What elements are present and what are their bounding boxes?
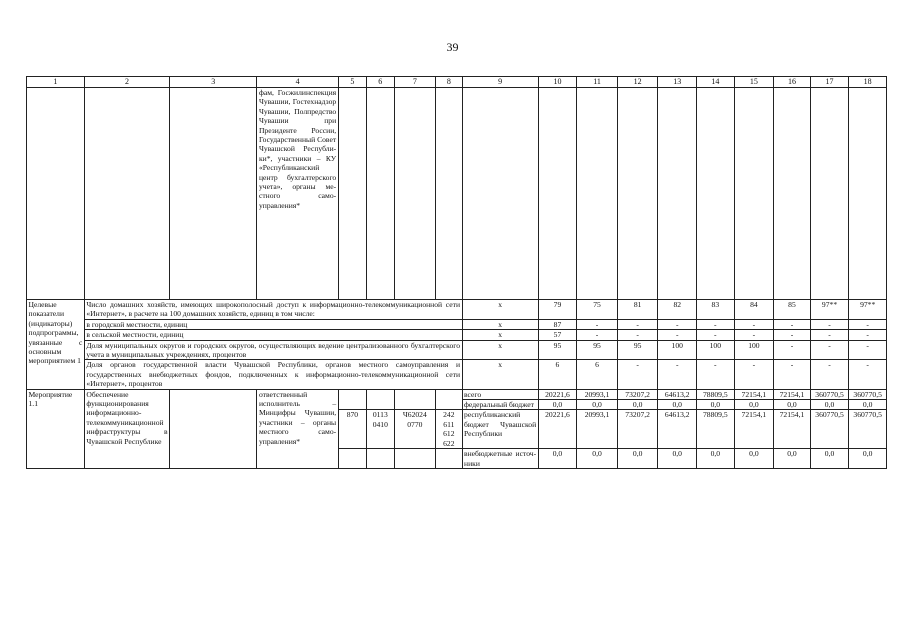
- header-cell: 7: [394, 77, 436, 88]
- measure-name: Обеспечение функционирования информационно-телекоммуникационной инфраструктуры в Чувашской Республике: [84, 389, 169, 468]
- funding-value: 0,0: [577, 400, 618, 410]
- funding-value: 20221,6: [538, 410, 577, 449]
- gov-code-cell: 870: [338, 410, 366, 449]
- participants-cell: фам, Госжилинспекция Чувашии, Гостехнадзор Чувашии, Полпредство Чувашии при Президенте России, Государственный Совет Чувашской Республики*, участники – КУ «Республиканский центр бухгалтерского учета», органы местного самоуправления*: [257, 88, 338, 300]
- target-value: 57: [538, 330, 577, 340]
- header-row: [27, 77, 887, 88]
- funding-value: 64613,2: [658, 389, 697, 399]
- continuation-row: [27, 88, 887, 300]
- funding-value: 360770,5: [810, 389, 849, 399]
- funding-value: 360770,5: [810, 410, 849, 449]
- target-value: -: [617, 319, 658, 329]
- target-value: 81: [617, 300, 658, 320]
- funding-value: 0,0: [810, 449, 849, 469]
- header-cell: 17: [810, 77, 849, 88]
- target-value: 100: [658, 340, 697, 360]
- target-text: в городской местности, единиц: [84, 319, 462, 329]
- target-value: -: [577, 330, 618, 340]
- target-x: х: [462, 300, 538, 320]
- target-row: [27, 340, 887, 360]
- section-code-cell: 0113 0410: [367, 410, 394, 449]
- target-value: -: [774, 319, 811, 329]
- expense-code-cell: 242 611 612 622: [436, 410, 462, 449]
- target-value: -: [810, 330, 849, 340]
- target-code-cell: Ч62024 0770: [394, 410, 436, 449]
- funding-source: республиканский бюджет Чувашской Республики: [462, 410, 538, 449]
- target-value: 6: [577, 360, 618, 389]
- header-cell: 10: [538, 77, 577, 88]
- funding-value: 0,0: [538, 400, 577, 410]
- target-x: х: [462, 340, 538, 360]
- funding-value: 0,0: [538, 449, 577, 469]
- target-value: -: [617, 360, 658, 389]
- funding-value: 360770,5: [849, 410, 887, 449]
- header-cell: 4: [257, 77, 338, 88]
- target-x: х: [462, 330, 538, 340]
- target-value: -: [774, 330, 811, 340]
- funding-value: 20221,6: [538, 389, 577, 399]
- header-cell: 18: [849, 77, 887, 88]
- funding-value: 20993,1: [577, 410, 618, 449]
- header-cell: 15: [734, 77, 774, 88]
- target-value: 75: [577, 300, 618, 320]
- target-value: -: [849, 319, 887, 329]
- header-cell: 16: [774, 77, 811, 88]
- funding-value: 0,0: [697, 400, 735, 410]
- target-value: -: [849, 340, 887, 360]
- target-row: [27, 300, 887, 320]
- funding-value: 0,0: [577, 449, 618, 469]
- funding-source: федеральный бюджет: [462, 400, 538, 410]
- target-row: [27, 330, 887, 340]
- header-cell: 8: [436, 77, 462, 88]
- funding-value: 0,0: [734, 400, 774, 410]
- header-cell: 2: [84, 77, 169, 88]
- targets-label: Целевые показатели (индикаторы) подпрограммы, увязанные с основным мероприятием 1: [27, 300, 85, 390]
- header-cell: 3: [170, 77, 257, 88]
- header-cell: 14: [697, 77, 735, 88]
- header-cell: 1: [27, 77, 85, 88]
- funding-value: 0,0: [617, 449, 658, 469]
- target-value: -: [734, 360, 774, 389]
- funding-source: всего: [462, 389, 538, 399]
- target-value: 95: [617, 340, 658, 360]
- target-value: 97**: [810, 300, 849, 320]
- target-value: -: [658, 319, 697, 329]
- target-value: -: [577, 319, 618, 329]
- target-value: 85: [774, 300, 811, 320]
- target-row: [27, 319, 887, 329]
- target-value: -: [734, 330, 774, 340]
- target-value: 79: [538, 300, 577, 320]
- funding-value: 0,0: [734, 449, 774, 469]
- header-cell: 9: [462, 77, 538, 88]
- funding-value: 72154,1: [734, 410, 774, 449]
- target-value: -: [849, 330, 887, 340]
- target-value: 100: [697, 340, 735, 360]
- target-text: в сельской местности, единиц: [84, 330, 462, 340]
- target-value: -: [658, 330, 697, 340]
- target-value: -: [734, 319, 774, 329]
- target-value: 84: [734, 300, 774, 320]
- funding-row: [27, 389, 887, 399]
- target-value: 83: [697, 300, 735, 320]
- funding-value: 0,0: [774, 449, 811, 469]
- target-value: -: [658, 360, 697, 389]
- target-value: 6: [538, 360, 577, 389]
- target-x: х: [462, 360, 538, 389]
- target-text: Число домашних хозяйств, имеющих широкополосный доступ к информационно-телекоммуникационной сети «Интернет», в расчете на 100 домашних хозяйств, единиц в том числе:: [86, 300, 461, 319]
- header-cell: 5: [338, 77, 366, 88]
- funding-value: 0,0: [658, 400, 697, 410]
- target-value: 100: [734, 340, 774, 360]
- target-value: -: [849, 360, 887, 389]
- page-number: 39: [446, 40, 459, 54]
- measure-executor: ответственный исполнитель – Минцифры Чувашии, участники – органы местного самоуправления*: [257, 389, 338, 468]
- funding-value: 73207,2: [617, 410, 658, 449]
- target-value: 87: [538, 319, 577, 329]
- funding-value: 72154,1: [734, 389, 774, 399]
- funding-value: 20993,1: [577, 389, 618, 399]
- target-row: [27, 360, 887, 389]
- funding-value: 0,0: [849, 400, 887, 410]
- funding-value: 78809,5: [697, 410, 735, 449]
- target-text: Доля муниципальных округов и городских округов, осуществляющих ведение централизованного бухгалтерского учета в муниципальных учреждениях, процентов: [86, 340, 461, 360]
- funding-value: 0,0: [617, 400, 658, 410]
- measure-label: Мероприятие 1.1: [27, 389, 85, 468]
- target-value: 95: [577, 340, 618, 360]
- funding-value: 0,0: [849, 449, 887, 469]
- funding-value: 72154,1: [774, 389, 811, 399]
- header-cell: 13: [658, 77, 697, 88]
- funding-value: 360770,5: [849, 389, 887, 399]
- target-value: 95: [538, 340, 577, 360]
- funding-value: 64613,2: [658, 410, 697, 449]
- target-value: -: [774, 360, 811, 389]
- header-cell: 12: [617, 77, 658, 88]
- target-value: -: [810, 340, 849, 360]
- target-value: -: [697, 330, 735, 340]
- target-value: -: [810, 319, 849, 329]
- funding-value: 78809,5: [697, 389, 735, 399]
- target-value: 97**: [849, 300, 887, 320]
- target-value: -: [697, 319, 735, 329]
- funding-value: 73207,2: [617, 389, 658, 399]
- target-value: -: [617, 330, 658, 340]
- funding-source: внебюджетные источники: [464, 449, 537, 468]
- target-value: -: [810, 360, 849, 389]
- target-value: 82: [658, 300, 697, 320]
- funding-value: 0,0: [810, 400, 849, 410]
- header-cell: 6: [367, 77, 394, 88]
- program-table: [26, 76, 887, 469]
- funding-value: 0,0: [697, 449, 735, 469]
- target-value: -: [774, 340, 811, 360]
- header-cell: 11: [577, 77, 618, 88]
- target-x: х: [462, 319, 538, 329]
- funding-value: 0,0: [774, 400, 811, 410]
- funding-value: 72154,1: [774, 410, 811, 449]
- funding-value: 0,0: [658, 449, 697, 469]
- target-value: -: [697, 360, 735, 389]
- target-text: Доля органов государственной власти Чувашской Республики, органов местного самоуправления и государственных внебюджетных фондов, подключенных к информационно-телекоммуникационной сети «Интернет», процентов: [86, 360, 461, 389]
